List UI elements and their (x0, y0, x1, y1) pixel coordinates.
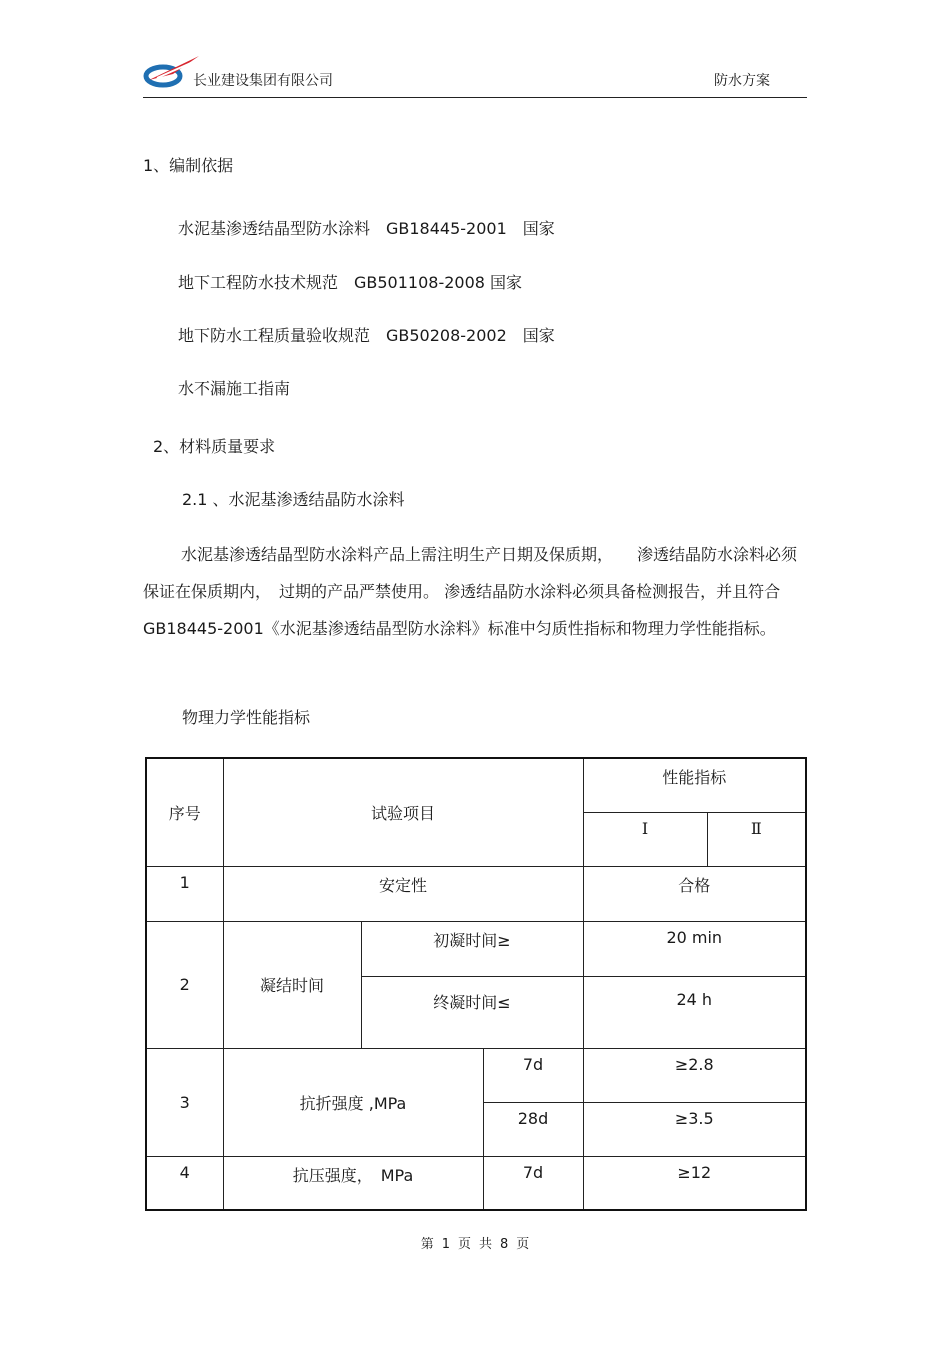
row-item: 安定性 (223, 866, 583, 921)
header-no: 序号 (146, 758, 223, 866)
row-subitem: 初凝时间≥ (361, 921, 583, 976)
table-row (146, 1156, 806, 1210)
row-value: 合格 (583, 866, 806, 921)
table-caption: 物理力学性能指标 (182, 708, 311, 727)
header-performance: 性能指标 (583, 758, 806, 812)
row-value: 24 h (583, 976, 806, 1048)
document-type: 防水方案 (714, 73, 770, 89)
row-no: 1 (146, 866, 223, 921)
row-value: ≥3.5 (583, 1102, 806, 1156)
reference-item: 地下工程防水技术规范 GB501108-2008 国家 (178, 273, 523, 292)
header-item: 试验项目 (223, 758, 583, 866)
reference-item: 地下防水工程质量验收规范 GB50208-2002 国家 (178, 326, 555, 345)
row-no: 3 (146, 1048, 223, 1156)
requirement-paragraph: 水泥基渗透结晶型防水涂料产品上需注明生产日期及保质期， 渗透结晶防水涂料必须保证在保质期内， 过期的产品严禁使用。 渗透结晶防水涂料必须具备检测报告，并且符合 GB18445-2001《水泥基渗透结晶型防水涂料》标准中匀质性指标和物理力学性能指标。 (143, 545, 798, 638)
row-value: 20 min (583, 921, 806, 976)
header-grade-2: Ⅱ (707, 812, 806, 866)
row-item: 抗压强度， MPa (223, 1156, 483, 1210)
row-subitem: 终凝时间≤ (361, 976, 583, 1048)
row-item: 抗折强度 ,MPa (223, 1048, 483, 1156)
reference-item: 水不漏施工指南 (178, 379, 291, 398)
section1-title: 1、编制依据 (143, 156, 234, 175)
row-item: 凝结时间 (223, 921, 361, 1048)
row-no: 4 (146, 1156, 223, 1210)
section2-subtitle: 2.1 、水泥基渗透结晶防水涂料 (182, 490, 405, 509)
header-divider (143, 97, 807, 98)
table-header-row (146, 758, 806, 812)
table-row (146, 1048, 806, 1102)
row-value: ≥2.8 (583, 1048, 806, 1102)
reference-item: 水泥基渗透结晶型防水涂料 GB18445-2001 国家 (178, 219, 555, 238)
section2-title: 2、材料质量要求 (153, 437, 276, 456)
table-row (146, 866, 806, 921)
row-age: 28d (483, 1102, 583, 1156)
performance-table (145, 757, 807, 1211)
row-age: 7d (483, 1156, 583, 1210)
current-page: 1 (441, 1237, 450, 1252)
row-age: 7d (483, 1048, 583, 1102)
table-row (146, 921, 806, 976)
row-value: ≥12 (583, 1156, 806, 1210)
total-pages: 8 (500, 1237, 509, 1252)
page-footer: 第 1 页 共 8 页 (420, 1237, 530, 1252)
row-no: 2 (146, 921, 223, 1048)
header-grade-1: Ⅰ (583, 812, 707, 866)
company-name: 长业建设集团有限公司 (193, 73, 333, 89)
